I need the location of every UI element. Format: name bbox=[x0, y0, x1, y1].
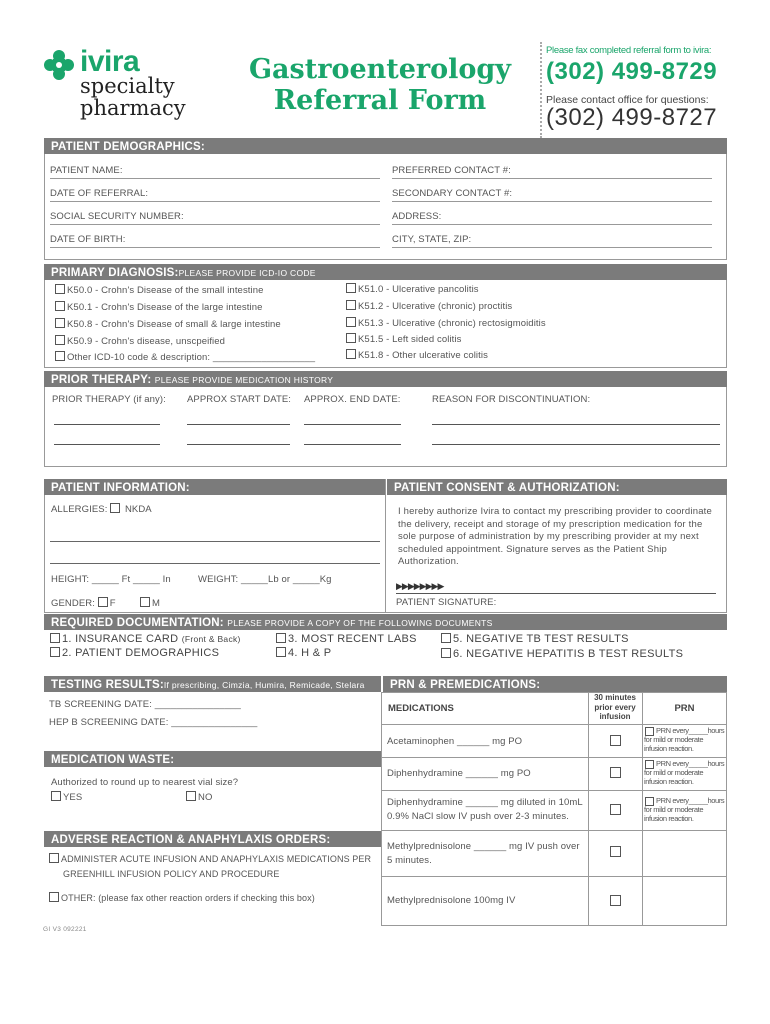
contact-number: (302) 499-8727 bbox=[546, 104, 718, 131]
prn-row-divider bbox=[381, 757, 727, 758]
tb-screening-field[interactable]: TB SCREENING DATE: ________________ bbox=[49, 699, 241, 710]
adverse-option-1-line2: GREENHILL INFUSION POLICY AND PROCEDURE bbox=[63, 869, 280, 879]
checkbox[interactable] bbox=[55, 301, 65, 311]
logo-line3: pharmacy bbox=[80, 96, 186, 120]
title-line1: Gastroenterology bbox=[249, 54, 511, 85]
prior-infusion-checkbox[interactable] bbox=[610, 895, 621, 906]
prn-line: PRN every_____hours bbox=[656, 796, 725, 805]
diagnosis-k51-8[interactable]: K51.8 - Other ulcerative colitis bbox=[346, 349, 488, 361]
diagnosis-k50-0[interactable]: K50.0 - Crohn's Disease of the small intestine bbox=[55, 284, 264, 296]
prn-line: infusion reaction. bbox=[644, 744, 694, 753]
required-doc-4[interactable]: 4. H & P bbox=[276, 647, 331, 659]
prn-row-divider bbox=[381, 830, 727, 831]
gender-field: GENDER: F bbox=[51, 598, 116, 609]
male-checkbox[interactable] bbox=[140, 597, 150, 607]
weight-field[interactable]: WEIGHT: _____Lb or _____Kg bbox=[198, 574, 332, 585]
dob-label: DATE OF BIRTH: bbox=[50, 234, 126, 245]
prn-instructions bbox=[656, 759, 724, 768]
patient-name-field[interactable] bbox=[50, 178, 380, 179]
prn-col-divider bbox=[588, 692, 589, 926]
prn-row-med-line2: 5 minutes. bbox=[387, 855, 432, 866]
logo bbox=[44, 46, 204, 126]
prior-infusion-checkbox[interactable] bbox=[610, 735, 621, 746]
prior-therapy-col4: REASON FOR DISCONTINUATION: bbox=[432, 394, 591, 405]
adverse-option-1[interactable]: ADMINISTER ACUTE INFUSION AND ANAPHYLAXIS MEDICATIONS PER bbox=[49, 853, 371, 864]
prn-line: PRN every_____hours bbox=[656, 759, 725, 768]
required-doc-2[interactable]: 2. PATIENT DEMOGRAPHICS bbox=[50, 647, 219, 659]
diagnosis-k51-3[interactable]: K51.3 - Ulcerative (chronic) rectosigmoiditis bbox=[346, 317, 546, 329]
patient-name-label: PATIENT NAME: bbox=[50, 165, 123, 176]
prn-instructions bbox=[644, 735, 703, 753]
checkbox[interactable] bbox=[50, 633, 60, 643]
prior-therapy-col1: PRIOR THERAPY (if any): bbox=[52, 394, 166, 405]
prn-instructions bbox=[644, 768, 703, 786]
diagnosis-k51-0[interactable]: K51.0 - Ulcerative pancolitis bbox=[346, 283, 479, 295]
required-docs-header: REQUIRED DOCUMENTATION: PLEASE PROVIDE A COPY OF THE FOLLOWING DOCUMENTS bbox=[44, 614, 727, 630]
checkbox[interactable] bbox=[55, 318, 65, 328]
allergies-label: ALLERGIES: NKDA bbox=[51, 504, 152, 515]
preferred-contact-label: PREFERRED CONTACT #: bbox=[392, 165, 511, 176]
checkbox[interactable] bbox=[55, 284, 65, 294]
diagnosis-k50-8[interactable]: K50.8 - Crohn's Disease of small & large intestine bbox=[55, 318, 281, 330]
checkbox[interactable] bbox=[55, 351, 65, 361]
address-label: ADDRESS: bbox=[392, 211, 442, 222]
diagnosis-other[interactable]: Other ICD-10 code & description: ___________________ bbox=[55, 351, 315, 363]
checkbox[interactable] bbox=[441, 648, 451, 658]
prn-instructions bbox=[656, 796, 724, 805]
logo-brand: ivira bbox=[80, 45, 140, 78]
checkbox[interactable] bbox=[346, 283, 356, 293]
demographics-box bbox=[44, 138, 727, 260]
prior-therapy-header: PRIOR THERAPY: PLEASE PROVIDE MEDICATION HISTORY bbox=[44, 371, 727, 387]
patient-info-header: PATIENT INFORMATION: bbox=[44, 479, 385, 495]
checkbox[interactable] bbox=[346, 333, 356, 343]
page-title bbox=[246, 54, 514, 116]
medication-waste-header: MEDICATION WASTE: bbox=[44, 751, 381, 767]
waste-yes-option[interactable]: YES bbox=[51, 791, 82, 803]
date-of-referral-field[interactable] bbox=[50, 201, 380, 202]
prn-instructions bbox=[656, 726, 724, 735]
checkbox[interactable] bbox=[346, 317, 356, 327]
prn-row-divider bbox=[381, 724, 727, 725]
yes-checkbox[interactable] bbox=[51, 791, 61, 801]
prn-row-divider bbox=[381, 790, 727, 791]
waste-no-option[interactable]: NO bbox=[186, 791, 212, 803]
secondary-contact-field[interactable] bbox=[392, 201, 712, 202]
checkbox[interactable] bbox=[441, 633, 451, 643]
female-checkbox[interactable] bbox=[98, 597, 108, 607]
prn-row-med: Methylprednisolone 100mg IV bbox=[387, 895, 516, 906]
prior-therapy-col2: APPROX START DATE: bbox=[187, 394, 292, 405]
signature-arrows: ▶▶▶▶▶▶▶▶ bbox=[396, 581, 444, 591]
prn-col-prn: PRN bbox=[674, 703, 695, 714]
checkbox[interactable] bbox=[276, 647, 286, 657]
end-date-field[interactable] bbox=[304, 444, 401, 445]
diagnosis-k50-1[interactable]: K50.1 - Crohn's Disease of the large intestine bbox=[55, 301, 262, 313]
checkbox[interactable] bbox=[49, 892, 59, 902]
signature-label: PATIENT SIGNATURE: bbox=[396, 597, 497, 608]
demographics-header: PATIENT DEMOGRAPHICS: bbox=[44, 138, 727, 154]
prn-row-med-line2: 0.9% NaCl slow IV push over 2-3 minutes. bbox=[387, 811, 569, 822]
required-doc-6[interactable]: 6. NEGATIVE HEPATITIS B TEST RESULTS bbox=[441, 648, 683, 660]
prn-row-med: Acetaminophen ______ mg PO bbox=[387, 736, 523, 747]
no-checkbox[interactable] bbox=[186, 791, 196, 801]
prn-col-divider bbox=[642, 692, 643, 926]
testing-header: TESTING RESULTS:If prescribing, Cimzia, Humira, Remicade, Stelara bbox=[44, 676, 381, 692]
ssn-label: SOCIAL SECURITY NUMBER: bbox=[50, 211, 184, 222]
prn-line: for mild or moderate bbox=[644, 768, 704, 777]
prn-row-med: Diphenhydramine ______ mg PO bbox=[387, 768, 531, 779]
fax-number: (302) 499-8729 bbox=[546, 58, 718, 85]
prn-line: for mild or moderate bbox=[644, 735, 704, 744]
required-doc-5[interactable]: 5. NEGATIVE TB TEST RESULTS bbox=[441, 633, 629, 645]
start-date-field[interactable] bbox=[187, 424, 290, 425]
consent-header: PATIENT CONSENT & AUTHORIZATION: bbox=[385, 479, 727, 495]
diagnosis-header: PRIMARY DIAGNOSIS:PLEASE PROVIDE ICD-IO CODE bbox=[44, 264, 727, 280]
fax-label: Please fax completed referral form to ivira: bbox=[546, 45, 712, 56]
date-of-referral-label: DATE OF REFERRAL: bbox=[50, 188, 149, 199]
checkbox[interactable] bbox=[276, 633, 286, 643]
prn-line: infusion reaction. bbox=[644, 777, 694, 786]
title-line2: Referral Form bbox=[273, 85, 487, 116]
checkbox[interactable] bbox=[49, 853, 59, 863]
prn-col-prior-line: infusion bbox=[599, 712, 631, 721]
prn-line: infusion reaction. bbox=[644, 814, 694, 823]
city-state-zip-label: CITY, STATE, ZIP: bbox=[392, 234, 472, 245]
dob-field[interactable] bbox=[50, 247, 380, 248]
hepb-screening-field[interactable]: HEP B SCREENING DATE: ________________ bbox=[49, 717, 258, 728]
male-option[interactable]: M bbox=[140, 597, 160, 609]
prn-col-prior-line: prior every bbox=[594, 702, 636, 712]
height-field[interactable]: HEIGHT: _____ Ft _____ In bbox=[51, 574, 171, 585]
prn-instructions bbox=[644, 805, 703, 823]
ivira-cross-icon bbox=[44, 50, 74, 80]
required-doc-3[interactable]: 3. MOST RECENT LABS bbox=[276, 633, 417, 645]
prn-line: PRN every_____hours bbox=[656, 726, 725, 735]
checkbox[interactable] bbox=[346, 349, 356, 359]
allergies-field[interactable] bbox=[50, 541, 380, 542]
prn-header: PRN & PREMEDICATIONS: bbox=[381, 676, 727, 692]
adverse-option-2[interactable]: OTHER: (please fax other reaction orders if checking this box) bbox=[49, 892, 315, 903]
logo-line2: specialty bbox=[80, 74, 175, 98]
prn-col-medications: MEDICATIONS bbox=[388, 703, 454, 714]
prior-therapy-field[interactable] bbox=[54, 444, 160, 445]
waste-question: Authorized to round up to nearest vial size? bbox=[51, 777, 239, 788]
city-state-zip-field[interactable] bbox=[392, 247, 712, 248]
prior-infusion-checkbox[interactable] bbox=[610, 846, 621, 857]
ssn-field[interactable] bbox=[50, 224, 380, 225]
patient-info-divider bbox=[385, 479, 386, 613]
secondary-contact-label: SECONDARY CONTACT #: bbox=[392, 188, 513, 199]
prn-row-med: Diphenhydramine ______ mg diluted in 10mL bbox=[387, 797, 583, 808]
prior-infusion-checkbox[interactable] bbox=[610, 767, 621, 778]
start-date-field[interactable] bbox=[187, 444, 290, 445]
end-date-field[interactable] bbox=[304, 424, 401, 425]
checkbox[interactable] bbox=[50, 647, 60, 657]
signature-field[interactable] bbox=[396, 593, 716, 594]
prior-therapy-col3: APPROX. END DATE: bbox=[304, 394, 401, 405]
preferred-contact-field[interactable] bbox=[392, 178, 712, 179]
prior-infusion-checkbox[interactable] bbox=[610, 804, 621, 815]
prn-col-prior bbox=[588, 693, 642, 722]
prn-col-prior-line: 30 minutes bbox=[594, 693, 636, 702]
address-field[interactable] bbox=[392, 224, 712, 225]
allergies-field[interactable] bbox=[50, 563, 380, 564]
checkbox[interactable] bbox=[346, 300, 356, 310]
diagnosis-k51-2[interactable]: K51.2 - Ulcerative (chronic) proctitis bbox=[346, 300, 512, 312]
nkda-checkbox[interactable] bbox=[110, 503, 120, 513]
reason-field[interactable] bbox=[432, 444, 720, 445]
adverse-header: ADVERSE REACTION & ANAPHYLAXIS ORDERS: bbox=[44, 831, 381, 847]
required-doc-1[interactable]: 1. INSURANCE CARD (Front & Back) bbox=[50, 633, 241, 645]
form-version: GI V3 092221 bbox=[43, 926, 87, 933]
prn-line: for mild or moderate bbox=[644, 805, 704, 814]
consent-text: I hereby authorize Ivira to contact my prescribing provider to coordinate the delivery, receipt and storage of my prescription medication for the sole purpose of administration by my prescribing provider at my next scheduled appointment. Signature serves as the Patient Ship Authorization. bbox=[398, 506, 712, 568]
prn-row-divider bbox=[381, 876, 727, 877]
contact-label: Please contact office for questions: bbox=[546, 94, 709, 106]
prn-row-med: Methylprednisolone ______ mg IV push over bbox=[387, 841, 580, 852]
diagnosis-k51-5[interactable]: K51.5 - Left sided colitis bbox=[346, 333, 461, 345]
reason-field[interactable] bbox=[432, 424, 720, 425]
checkbox[interactable] bbox=[55, 335, 65, 345]
prior-therapy-field[interactable] bbox=[54, 424, 160, 425]
fax-divider bbox=[540, 42, 542, 138]
diagnosis-k50-9[interactable]: K50.9 - Crohn's disease, unscpeified bbox=[55, 335, 225, 347]
